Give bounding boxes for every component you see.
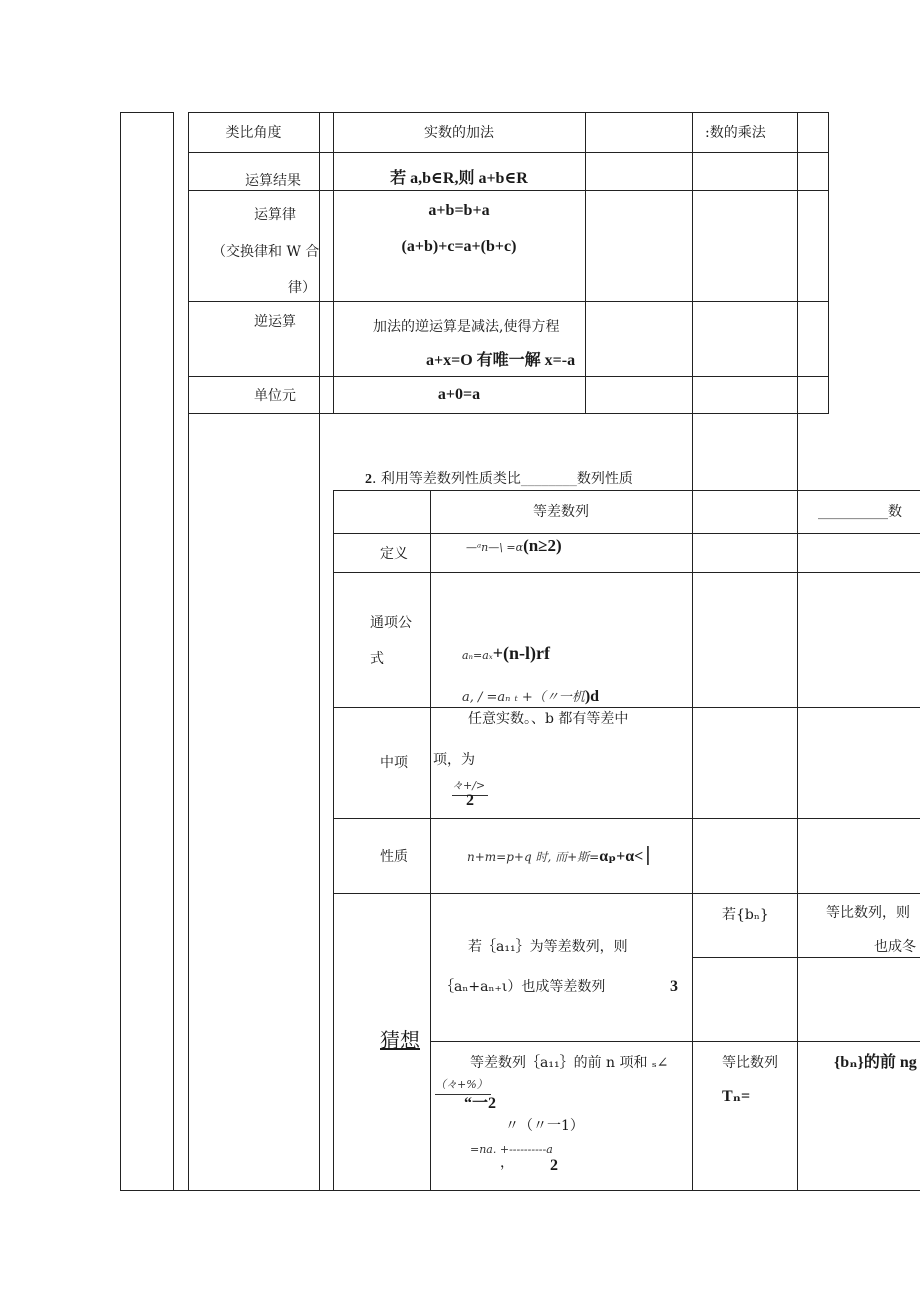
guess-geo-line1: 等比数列，则 [826, 905, 910, 921]
geo-sum-3: {bₙ}的前 ng [834, 1054, 917, 1071]
sum-line6: ， [500, 1155, 514, 1171]
general-term-formula-2 [462, 688, 599, 707]
frame-col-c [692, 112, 693, 1190]
row-law-add-2: (a+b)+c=a+(b+c) [401, 238, 517, 255]
definition-formula-big: (n≥2) [523, 536, 562, 555]
property-formula-big: αₚ+α< ▏ [599, 848, 660, 865]
sum-line3: “一2 [464, 1095, 497, 1112]
t2-row3 [333, 707, 920, 708]
sum-line5: =na. +----------a [470, 1143, 553, 1156]
t2-top [333, 490, 920, 491]
row-result-label: 运算结果 [245, 173, 301, 189]
general-term-label-1: 通项公 [370, 615, 412, 631]
middle-frac-top: 々+/> [452, 777, 488, 796]
t1-bottom [188, 413, 829, 414]
frame-col-d [797, 112, 798, 1190]
section2-number: 2 [365, 472, 372, 487]
gt-f1-big: +(n-l)rf [492, 643, 550, 663]
row-inverse-add-1: 加法的逆运算是减法,使得方程 [373, 319, 560, 335]
row-inverse-add-2: a+x=O 有唯一解 x=-a [426, 352, 576, 369]
guess-arith-line1: 若｛a₁₁｝为等差数列，则 [468, 939, 628, 955]
t2-header-blank: __________数 [818, 504, 902, 520]
definition-label: 定义 [380, 546, 408, 562]
section2-title-pre: . 利用等差数列性质类比 [372, 471, 521, 487]
guess-geo-cond: 若{bₙ} [722, 907, 769, 923]
row-law-label-2: （交换律和 W 合 [212, 244, 320, 260]
guess-label: 猜想 [380, 1028, 420, 1052]
guess-geo-line2: 也成冬 [874, 939, 916, 955]
frame-inner-left [188, 112, 189, 414]
header-analogy-angle: 类比角度 [225, 125, 282, 141]
outer-top-border [120, 112, 174, 113]
header-multiplication: :数的乘法 [705, 125, 766, 141]
t1-row4 [188, 376, 829, 377]
frame-inner-left-lower [188, 414, 189, 1190]
gt-f1-small: aₙ=aₓ [462, 649, 493, 662]
middle-frac-bottom: 2 [466, 792, 474, 809]
gt-f2-small: a, / =aₙ ₜ +（〃一机 [462, 690, 585, 705]
t1-col-mid [585, 112, 586, 414]
geo-sum-1: 等比数列 [722, 1055, 778, 1071]
property-label: 性质 [380, 849, 408, 865]
middle-label: 中项 [380, 755, 408, 771]
row-law-add-1: a+b=b+a [428, 202, 490, 219]
t2-row1 [333, 533, 920, 534]
t2-col-label [430, 490, 431, 1190]
t2-row7 [430, 1041, 920, 1042]
outer-bottom-border [120, 1190, 920, 1191]
header-real-addition: 实数的加法 [424, 125, 494, 141]
sum-line4: 〃（〃一1） [505, 1118, 584, 1134]
sum-line7: 2 [550, 1157, 558, 1174]
frame-col-a [319, 112, 320, 1190]
property-formula [467, 848, 660, 866]
middle-text-1: 任意实数。、b 都有等差中 [468, 711, 629, 727]
outer-left-border [120, 112, 121, 1190]
middle-text-2: 项，为 [433, 752, 475, 768]
section2-title-blank: ________ [520, 471, 577, 487]
row-law-label-3: 律） [288, 280, 316, 296]
definition-formula [466, 537, 562, 557]
t1-row3 [188, 301, 829, 302]
row-law-label-1: 运算律 [254, 207, 296, 223]
row-inverse-label: 逆运算 [254, 314, 296, 330]
t2-row4 [333, 818, 920, 819]
geo-sum-2: Tₙ= [722, 1088, 751, 1105]
t1-col-right [828, 112, 829, 414]
general-term-label-2: 式 [370, 651, 384, 667]
sum-line2: （々+%） [435, 1076, 491, 1095]
t2-col-left [333, 490, 334, 1190]
row-unit-label: 单位元 [254, 388, 296, 404]
t2-header-arith: 等差数列 [533, 504, 589, 520]
row-result-add: 若 a,b∈R,则 a+b∈R [390, 170, 528, 187]
t1-row1 [188, 152, 829, 153]
property-formula-small: n+m=p+q 时, 而+斯= [467, 850, 600, 864]
t1-top [188, 112, 829, 113]
guess-arith-num: 3 [670, 978, 678, 995]
t2-row6 [692, 957, 920, 958]
t1-row2 [188, 190, 829, 191]
row-unit-add: a+0=a [437, 386, 481, 403]
outer-left-inner-border [173, 112, 174, 1190]
t2-row5 [333, 893, 920, 894]
definition-formula-small: —ᵃn—\ =ɑ [466, 541, 524, 554]
section2-title [365, 470, 633, 489]
general-term-formula-1 [462, 644, 550, 665]
gt-f2-big: )d [584, 688, 600, 705]
t2-row2 [333, 572, 920, 573]
section2-title-post: 数列性质 [576, 471, 633, 487]
guess-arith-line2: ｛aₙ+aₙ₊ι）也成等差数列 [440, 979, 606, 995]
frame-col-b [333, 112, 334, 414]
sum-line1: 等差数列｛a₁₁｝的前 n 项和 ₛ∠ [470, 1055, 669, 1071]
